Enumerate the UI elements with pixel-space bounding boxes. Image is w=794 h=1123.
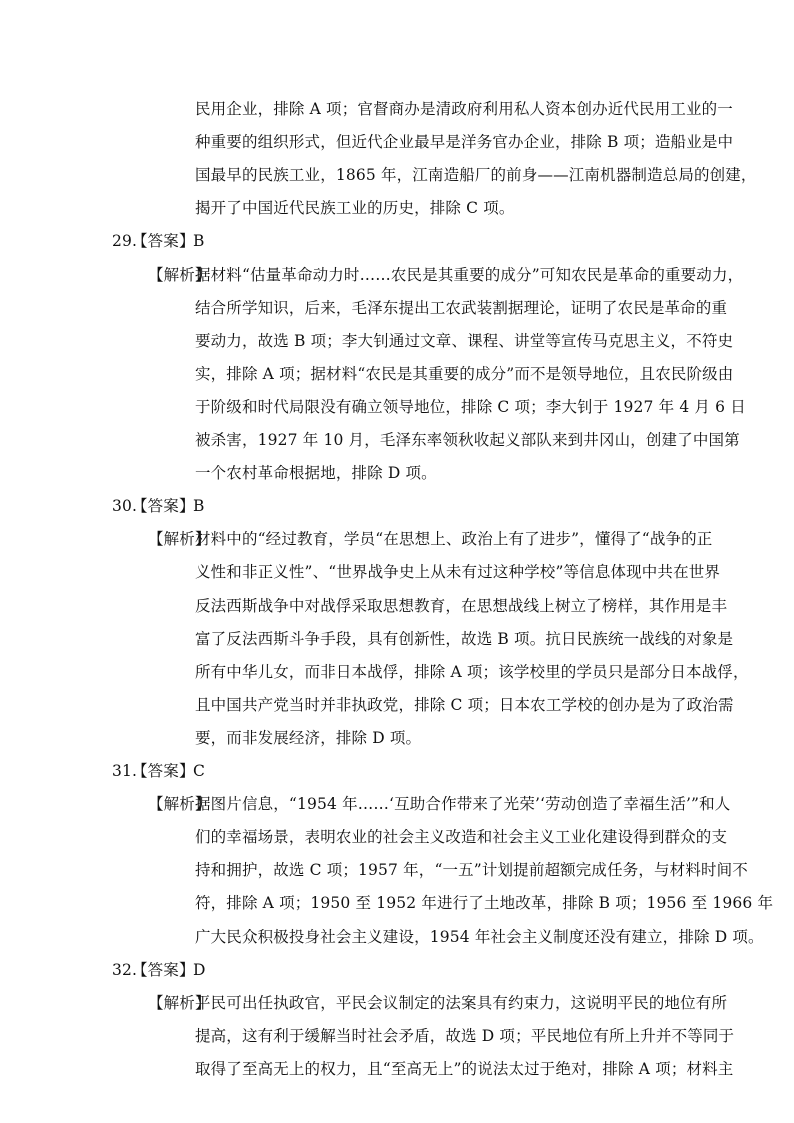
analysis-text-line: 所有中华儿女，而非日本战俘，排除 A 项；该学校里的学员只是部分日本战俘， — [195, 662, 749, 681]
analysis-label: 【解析】 — [148, 993, 211, 1012]
analysis-text-line: 据图片信息，“1954 年……‘互助合作带来了光荣’‘劳动创造了幸福生活’”和人 — [195, 795, 731, 814]
analysis-text-line: 提高，这有利于缓解当时社会矛盾，故选 D 项；平民地位有所上升并不等同于 — [195, 1026, 735, 1045]
analysis-text-line: 们的幸福场景，表明农业的社会主义改造和社会主义工业化建设得到群众的支 — [195, 828, 728, 847]
answer-label: 【答案】 — [132, 497, 195, 516]
answer-value: B — [193, 232, 205, 251]
answer-value: B — [193, 497, 205, 516]
answer-label: 【答案】 — [132, 960, 195, 979]
question-number: 32. — [112, 960, 138, 979]
answer-label: 【答案】 — [132, 232, 195, 251]
question-number: 30. — [112, 497, 138, 516]
analysis-text-line: 反法西斯战争中对战俘采取思想教育，在思想战线上树立了榜样，其作用是丰 — [195, 596, 728, 615]
analysis-text-line: 富了反法西斯斗争手段，具有创新性，故选 B 项。抗日民族统一战线的对象是 — [195, 629, 734, 648]
analysis-text-line: 于阶级和时代局限没有确立领导地位，排除 C 项；李大钊于 1927 年 4 月 6 日 — [195, 397, 746, 416]
analysis-text-line: 义性和非正义性”、“世界战争史上从未有过这种学校”等信息体现中共在世界 — [195, 563, 721, 582]
intro-text-line: 国最早的民族工业，1865 年，江南造船厂的前身——江南机器制造总局的创建， — [195, 166, 757, 185]
analysis-text-line: 据材料“估量革命动力时……农民是其重要的成分”可知农民是革命的重要动力， — [195, 265, 744, 284]
answer-value: D — [193, 960, 206, 979]
analysis-text-line: 要，而非发展经济，排除 D 项。 — [195, 728, 422, 747]
analysis-text-line: 一个农村革命根据地，排除 D 项。 — [195, 464, 437, 483]
question-number: 31. — [112, 762, 138, 780]
analysis-label: 【解析】 — [148, 530, 211, 549]
question-number: 29. — [112, 232, 138, 251]
analysis-text-line: 取得了至高无上的权力，且“至高无上”的说法太过于绝对，排除 A 项；材料主 — [195, 1059, 734, 1078]
intro-text-line: 民用企业，排除 A 项；官督商办是清政府利用私人资本创办近代民用工业的一 — [195, 100, 733, 118]
analysis-text-line: 符，排除 A 项；1950 至 1952 年进行了土地改革，排除 B 项；1956 至 1966 年 — [195, 894, 774, 913]
analysis-text-line: 要动力，故选 B 项；李大钊通过文章、课程、讲堂等宣传马克思主义，不符史 — [195, 331, 734, 350]
analysis-text-line: 被杀害，1927 年 10 月，毛泽东率领秋收起义部队来到井冈山，创建了中国第 — [195, 431, 740, 449]
analysis-text-line: 广大民众积极投身社会主义建设，1954 年社会主义制度还没有建立，排除 D 项。 — [195, 927, 764, 946]
analysis-text-line: 材料中的“经过教育，学员“在思想上、政治上有了进步”，懂得了“战争的正 — [195, 530, 713, 549]
analysis-label: 【解析】 — [148, 795, 211, 814]
analysis-text-line: 且中国共产党当时并非执政党，排除 C 项；日本农工学校的创办是为了政治需 — [195, 695, 734, 714]
intro-text-line: 揭开了中国近代民族工业的历史，排除 C 项。 — [195, 199, 515, 218]
analysis-text-line: 平民可出任执政官，平民会议制定的法案具有约束力，这说明平民的地位有所 — [195, 993, 728, 1012]
analysis-text-line: 结合所学知识，后来，毛泽东提出工农武装割据理论，证明了农民是革命的重 — [195, 298, 728, 317]
analysis-text-line: 持和拥护，故选 C 项；1957 年，“一五”计划提前超额完成任务，与材料时间不 — [195, 861, 748, 880]
intro-text-line: 种重要的组织形式，但近代企业最早是洋务官办企业，排除 B 项；造船业是中 — [195, 133, 734, 152]
answer-value: C — [193, 762, 206, 780]
analysis-label: 【解析】 — [148, 265, 211, 284]
answer-label: 【答案】 — [132, 762, 195, 780]
analysis-text-line: 实，排除 A 项；据材料“农民是其重要的成分”而不是领导地位，且农民阶级由 — [195, 364, 734, 383]
